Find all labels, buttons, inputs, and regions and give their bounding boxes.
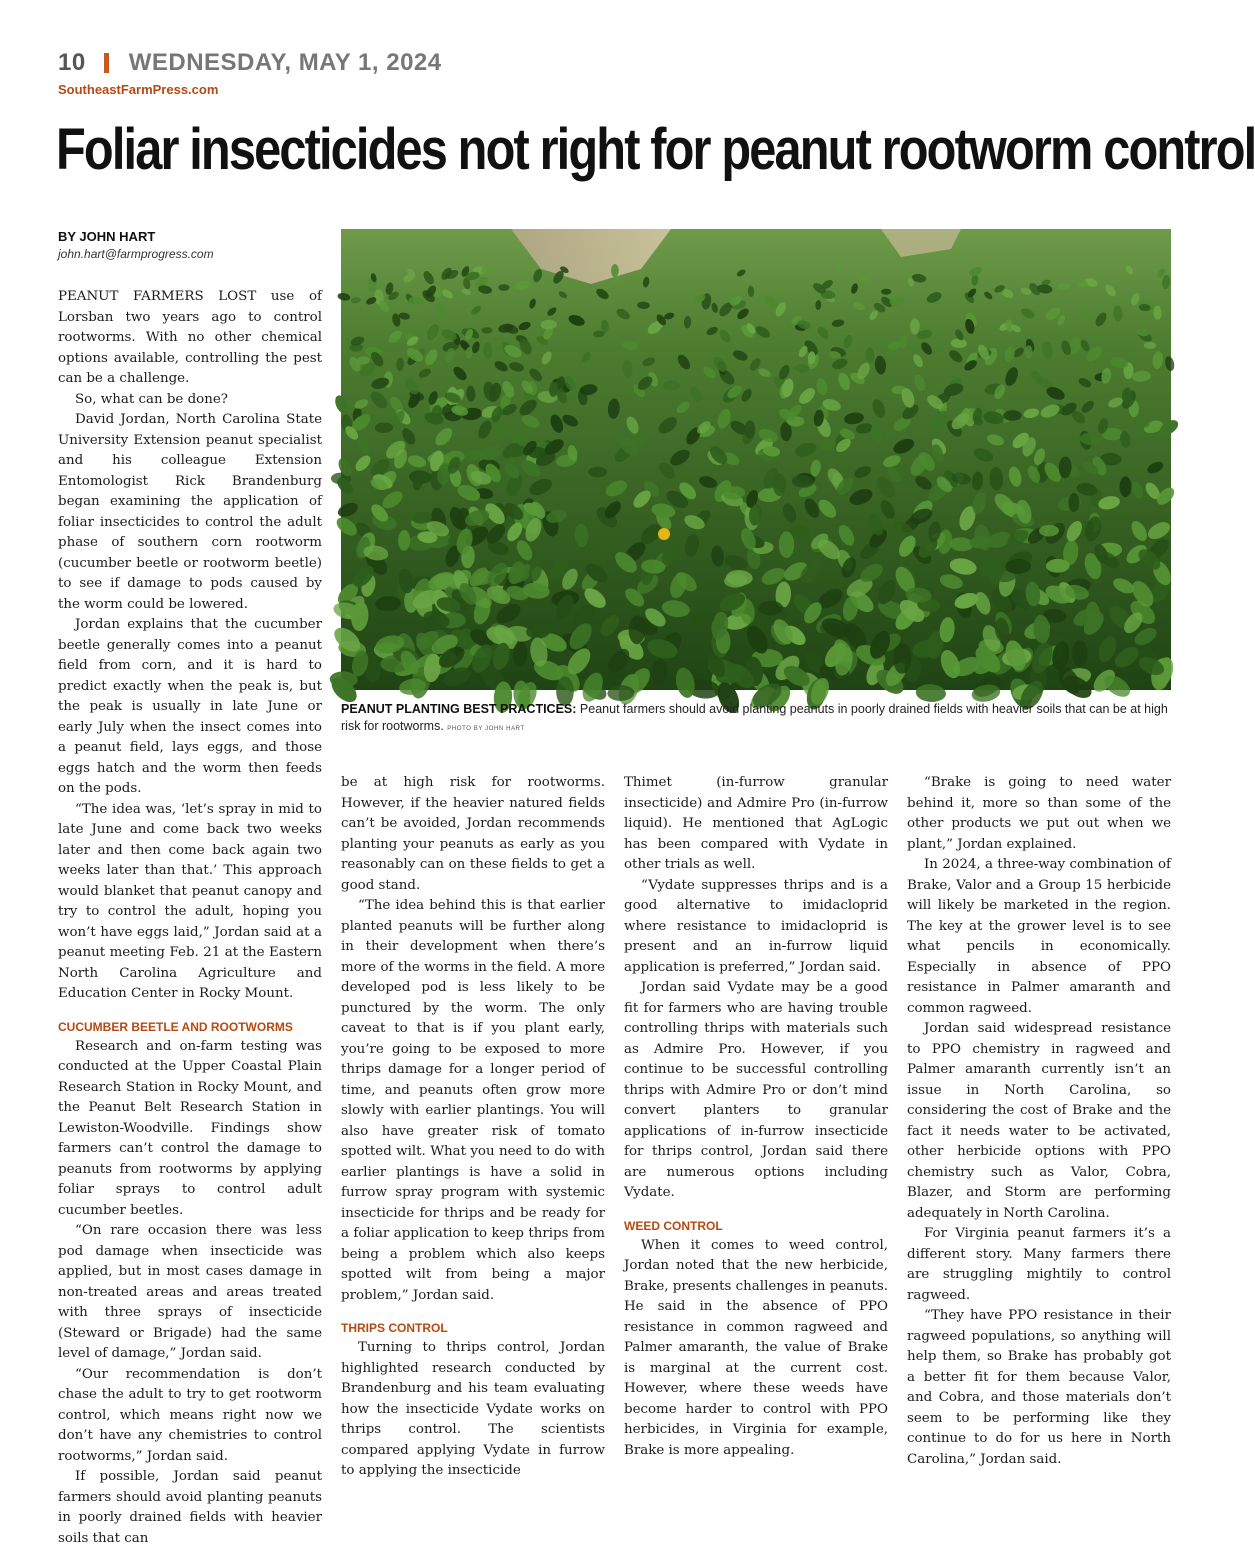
paragraph: David Jordan, North Carolina State University Extension peanut specialist and his colleague Extension Entomologist Rick Brandenburg began examining the application of foliar insecticides to control the adult phase of southern corn rootworm (cucumber beetle or rootworm beetle) to see if damage to pods caused by the worm could be lowered.: [58, 412, 322, 612]
headline: Foliar insecticides not right for peanut rootworm control: [56, 117, 1255, 182]
section-heading: CUCUMBER BEETLE AND ROOTWORMS: [58, 1019, 293, 1034]
photo-credit: PHOTO BY JOHN HART: [447, 726, 525, 732]
article-column-3: [624, 773, 888, 1461]
paragraph: “The idea behind this is that earlier planted peanuts will be further along in their development when there’s more of the worms in the field. A more developed pod is less likely to be punctured by the worm. The only caveat to that is if you plant early, you’re going to be exposed to more thrips damage for a longer period of time, and peanuts often grow more slowly with earlier plantings. You will also have greater risk of tomato spotted wilt. What you need to do with earlier plantings is have a solid in furrow spray program with systemic insecticide for thrips and be ready for a foliar application to keep thrips from being a problem which also keeps spotted wilt from being a major problem,” Jordan said.: [341, 898, 605, 1303]
paragraph: Jordan explains that the cucumber beetle generally comes into a peanut field from corn, and it is hard to predict exactly when the peak is, but the peak is usually in late June or early July when the insect comes into a peanut field, lays eggs, and those eggs hatch and the worm then feeds on the pods.: [58, 617, 322, 796]
photo-caption: [341, 701, 1171, 738]
page-header: [58, 48, 442, 78]
section-heading: THRIPS CONTROL: [341, 1321, 448, 1335]
paragraph: be at high risk for rootworms. However, if the heavier natured fields can’t be avoided, Jordan recommends planting your peanuts as early as you reasonably can on these fields to get a good stand.: [341, 775, 605, 893]
paragraph: “On rare occasion there was less pod damage when insecticide was applied, but in most cases damage in non-treated areas and areas treated with three sprays of insecticide (Steward or Brigade) had the same level of damage,” Jordan said.: [58, 1223, 322, 1361]
site-name[interactable]: SoutheastFarmPress.com: [58, 82, 219, 97]
paragraph: When it comes to weed control, Jordan noted that the new herbicide, Brake, presents challenges in peanuts. He said in the absence of PPO resistance in common ragweed and Palmer amaranth, the value of Brake is marginal at the current cost. However, where these weeds have become harder to control with PPO herbicides, in Virginia for example, Brake is more appealing.: [624, 1237, 888, 1458]
caption-label: PEANUT PLANTING BEST PRACTICES:: [341, 702, 577, 716]
lead-in: PEANUT FARMERS LOST: [58, 289, 257, 304]
header-separator: [104, 53, 109, 73]
paragraph: Thimet (in-furrow granular insecticide) and Admire Pro (in-furrow liquid). He mentioned that AgLogic has been compared with Vydate in other trials as well.: [624, 775, 888, 872]
paragraph-text: use of Lorsban two years ago to control rootworms. With no other chemical options available, controlling the pest can be a challenge.: [58, 289, 322, 386]
paragraph: “Our recommendation is don’t chase the adult to try to get rootworm control, which means right now we don’t have any chemistries to control rootworms,” Jordan said.: [58, 1366, 322, 1464]
author-email[interactable]: john.hart@farmprogress.com: [58, 247, 214, 261]
peanut-field-photo: [341, 229, 1171, 690]
section-heading: WEED CONTROL: [624, 1218, 723, 1233]
peanut-foliage-image: [341, 229, 1171, 690]
byline: BY JOHN HART: [58, 229, 156, 244]
paragraph: “The idea was, ‘let’s spray in mid to late June and come back two weeks later and then come back again two weeks later than that.’ This approach would blanket that peanut canopy and try to control the adult, hoping you won’t have eggs laid,” Jordan said at a peanut meeting Feb. 21 at the Eastern North Carolina Agriculture and Education Center in Rocky Mount.: [58, 801, 322, 1001]
paragraph: For Virginia peanut farmers it’s a different story. Many farmers there are struggling mightily to control ragweed.: [907, 1226, 1171, 1303]
paragraph: So, what can be done?: [75, 391, 228, 407]
paragraph: If possible, Jordan said peanut farmers should avoid planting peanuts in poorly drained fields with heavier soils that can: [58, 1469, 322, 1546]
article-column-1: [58, 287, 322, 1549]
issue-date: WEDNESDAY, MAY 1, 2024: [128, 49, 442, 76]
paragraph: Research and on-farm testing was conducted at the Upper Coastal Plain Research Station in Rocky Mount, and the Peanut Belt Research Station in Lewiston-Woodville. Findings show farmers can’t control the damage to peanuts from rootworms by applying foliar sprays to control adult cucumber beetles.: [58, 1038, 322, 1218]
article-column-2: [341, 773, 605, 1482]
paragraph: In 2024, a three-way combination of Brake, Valor and a Group 15 herbicide will likely be marketed in the region. The key at the grower level is to see what pencils in economically. Especially in absence of PPO resistance in Palmer amaranth and common ragweed.: [907, 857, 1171, 1016]
page-number: 10: [58, 49, 86, 76]
paragraph: “Brake is going to need water behind it, more so than some of the other products we put out when we plant,” Jordan explained.: [907, 775, 1171, 852]
paragraph: Turning to thrips control, Jordan highlighted research conducted by Brandenburg and his team evaluating how the insecticide Vydate works on thrips control. The scientists compared applying Vydate in furrow to applying the insecticide: [341, 1340, 605, 1478]
paragraph: “Vydate suppresses thrips and is a good alternative to imidacloprid where resistance to imidacloprid is present and an in-furrow liquid application is preferred,” Jordan said.: [624, 877, 888, 975]
paragraph: “They have PPO resistance in their ragweed populations, so anything will help them, so Brake has probably got a better fit for them because Valor, and Cobra, and those materials don’t seem to be performing like they continue to do for us here in North Carolina,” Jordan said.: [907, 1308, 1171, 1467]
paragraph: Jordan said Vydate may be a good fit for farmers who are having trouble controlling thrips with materials such as Admire Pro. However, if you continue to be successful controlling thrips with Admire Pro or don’t mind convert planters to granular applications of in-furrow insecticide for thrips control, Jordan said there are numerous options including Vydate.: [624, 980, 888, 1200]
caption-text: Peanut farmers should avoid planting peanuts in poorly drained fields with heavier soils that can be at high risk for rootworms.: [341, 702, 1168, 733]
paragraph: [58, 287, 322, 390]
article-column-4: [907, 773, 1171, 1470]
paragraph: Jordan said widespread resistance to PPO chemistry in ragweed and Palmer amaranth currently isn’t an issue in North Carolina, so considering the cost of Brake and the fact it needs water to be activated, other herbicide options with PPO chemistry such as Valor, Cobra, Blazer, and Storm are performing adequately in North Carolina.: [907, 1021, 1171, 1221]
